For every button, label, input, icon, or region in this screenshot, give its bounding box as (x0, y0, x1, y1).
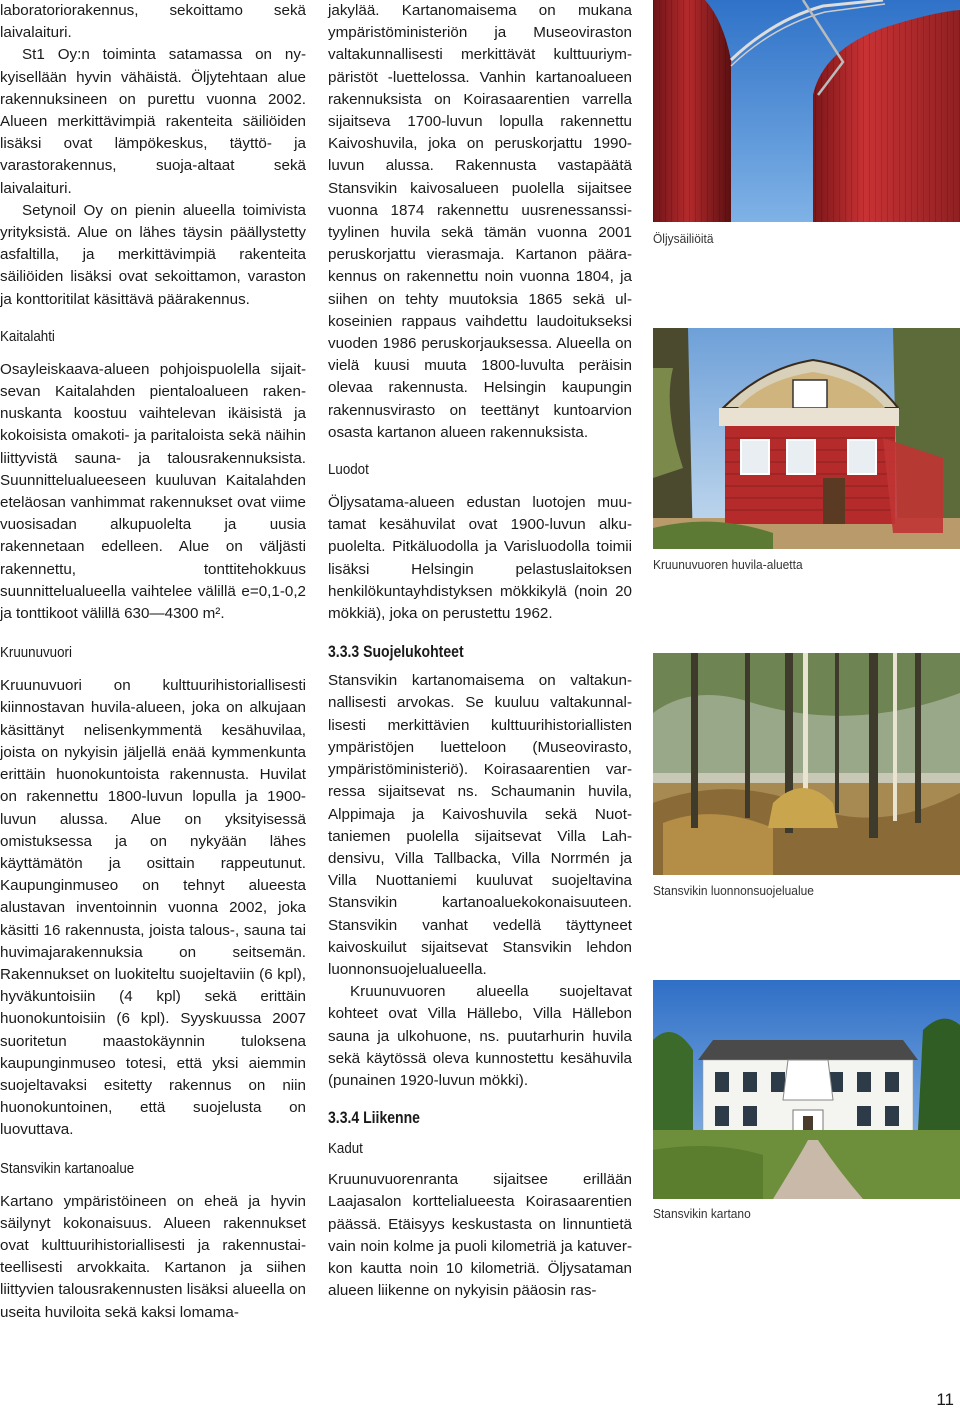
paragraph: laboratoriorakennus, sekoittamo sekä laivalaituri. (0, 2, 306, 42)
subheading-luodot: Luodot (328, 462, 369, 479)
caption-villa: Kruunuvuoren huvila-aluetta (653, 557, 803, 572)
subheading-kartanoalue: Stansvikin kartanoalue (0, 1160, 135, 1177)
photo-forest (653, 653, 960, 875)
subheading-kaitalahti: Kaitalahti (0, 328, 55, 345)
page-number: 11 (936, 1390, 954, 1409)
villa-image (653, 328, 960, 549)
paragraph: Kartano ympäristöineen on eheä ja hyvin säilynyt kokonaisuus. Alueen rakennukset ovat kulttuurihistoriallisesti ja rakennustaiteellisesti arvokkaita. Kartanon ja siihen liittyvien talousrakennusten lisäksi alueella on useita huviloita sekä kaksi lomama- (0, 1192, 306, 1321)
paragraph: Kruunuvuoren alueella suojeltavat kohteet ovat Villa Hällebo, Villa Hällebon sauna ja ulkohuone, ns. puutarhurin huvila sekä käytössä oleva kunnostettu kesähuvila (punainen 1920-luvun mökki). (328, 983, 632, 1089)
subheading-kadut: Kadut (328, 1141, 363, 1158)
subheading-kruunuvuori: Kruunuvuori (0, 645, 72, 662)
photo-manor (653, 980, 960, 1199)
paragraph: Osayleiskaava-alueen pohjoispuolella sijaitsevan Kaitalahden pientaloalueen rakennuskanta koostuu vaihtelevan ikäisistä ja kokoisista omakoti- ja paritaloista sekä näihin liittyvistä sauna- ja talousrakennuksista. Suunnittelualueeseen kuuluvan Kaitalahden eteläosan vanhimmat rakennukset ovat viime vuosisadan alkupuolelta ja uusia rakennetaan edelleen. Alue on väljästi rakennettu, tonttitehokkuus suunnittelualueella vaihtelee välillä e=0,1-0,2 ja tonttikoot välillä 630—4300 m². (0, 360, 306, 623)
text-column-1 (0, 0, 306, 1324)
paragraph: Kruunuvuori on kulttuurihistoriallisesti kiinnostavan huvila-alueen, joka on alkujaan käsittänyt nelisenkymmentä kesähuvilaa, joista on nykyisin jäljellä enää kymmenkunta erittäin huonokuntoista rakennusta. Huvilat on rakennettu 1800-luvun lopulla ja 1900-luvun alussa. Alue on yksityisessä omistuksessa ja on nykyään lähes käyttämätön ja osittain rappeutunut. Kaupunginmuseo on tehnyt alueesta alustavan inventoinnin vuonna 2002, joka käsitti 16 rakennusta, joista talous-, sauna tai huvimajarakennuksia on seitsemän. Rakennukset on luokiteltu suojeltaviin (6 kpl), hyväkuntoisiin (4 kpl) sekä erittäin huonokuntoisiin (6 kpl). Syyskuussa 2007 suoritetun maastokäynnin tuloksena kaupunginmuseo totesi, että yksi aiemmin suojeltavaksi esitetty rakennus on niin huonokuntoinen, että suojelusta on luovuttava. (0, 677, 306, 1139)
paragraph: Setynoil Oy on pienin alueella toimivista yrityksistä. Alue on lähes täysin päällystetty asfaltilla, ja merkittävimpiä rakenteita säiliöiden lisäksi ovat sekoittamon, varaston ja konttoritilat käsittävä päärakennus. (0, 201, 306, 308)
paragraph: St1 Oy:n toiminta satamassa on nykyisellään hyvin vähäistä. Öljytehtaan alue rakennuksineen on purettu vuonna 2002. Alueen merkittävimpiä rakenteita säiliöiden lisäksi ovat lämpökeskus, täyttö- ja varastorakennus, suoja-altaat sekä laivalaituri. (0, 46, 306, 197)
photo-oil-tanks (653, 0, 960, 222)
photo-villa (653, 328, 960, 549)
caption-manor: Stansvikin kartano (653, 1206, 751, 1221)
paragraph: Öljysatama-alueen edustan luotojen muutamat kesähuvilat ovat 1900-luvun alkupuolelta. Pitkäluodolla ja Varisluodolla toimii lisäksi Helsingin pelastuslaitoksen henkilökuntayhdistyksen mökkikylä (noin 20 mökkiä), joka on perustettu 1962. (328, 494, 632, 623)
paragraph: jakylää. Kartanomaisema on mukana ympäristöministeriön ja Museoviraston valtakunnallisesti merkittävät kulttuuriympäristöt -luettelossa. Vanhin kartanoalueen rakennuksista on Koirasaarentien varrella sijaitseva 1700-luvun lopulla rakennettu Kaivoshuvila, joka on peruskorjattu 1990-luvun alussa. Rakennusta vastapäätä Stansvikin kaivosalueen puolella sijaitsee vuonna 1874 rakennettu uusrenessanssityylinen huvila sekä tämän vuonna 2001 peruskorjattu vierasmaja. Kartanon päärakennus on rakennettu noin vuonna 1804, ja siihen on tehty muutoksia 1865 sekä ulkoseinien rappaus vaihdettu laudoitukseksi vuoden 1986 peruskorjauksessa. Alueella on vielä kuusi muuta 1800-luvulta peräisin olevaa rakennusta. Helsingin kaupungin rakennusvirasto on teettänyt kuntoarvion osasta kartanon alueen rakennuksista. (328, 2, 632, 441)
paragraph: Stansvikin kartanomaisema on valtakunnallisesti arvokas. Se kuuluu valtakunnallisesti merkittävien kulttuurihistoriallisten ympäristöjen luetteloon (Museovirasto, ympäristöministeriö). Koirasaarentien varressa sijaitsevat ns. Schaumanin huvila, Alppimaja ja Kaivoshuvila sekä Nuottaniemen puolella sijaitsevat Villa Lahdensivu, Villa Tallbacka, Villa Norrmén ja Villa Nuottaniemi kuuluvat suojeltavina Stansvikin kartanoaluekokonaisuuteen. Stansvikin vanhat vedellä täyttyneet kaivoskuilut sijaitsevat Stansvikin lehdon luonnonsuojelualueella. (328, 672, 632, 978)
oil-tanks-image (653, 0, 960, 222)
section-heading-suojelukohteet: 3.3.3 Suojelukohteet (328, 643, 464, 662)
caption-oil-tanks: Öljysäiliöitä (653, 231, 714, 246)
paragraph: Kruunuvuorenranta sijaitsee erillään Laajasalon korttelialueesta Koirasaarentien päässä. Etäisyys keskustasta on linnuntietä vain noin kolme ja puoli kilometriä ja katuverkon kautta noin 10 kilometriä. Öljysataman alueen liikenne on nykyisin pääosin ras- (328, 1171, 632, 1300)
section-heading-liikenne: 3.3.4 Liikenne (328, 1109, 420, 1128)
forest-image (653, 653, 960, 875)
text-column-2 (328, 0, 632, 1302)
caption-forest: Stansvikin luonnonsuojelualue (653, 883, 814, 898)
photo-column (653, 0, 960, 1223)
manor-image (653, 980, 960, 1199)
